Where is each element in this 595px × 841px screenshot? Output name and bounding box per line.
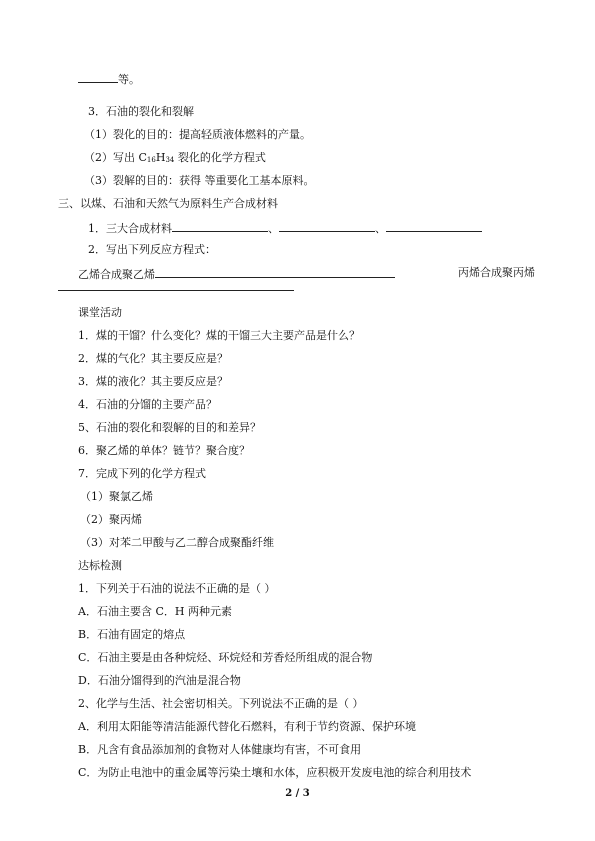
fill-blank	[155, 265, 395, 278]
page-number: 2 / 3	[285, 788, 310, 799]
exercise-2-option-c: C．为防止电池中的重金属等污染土壤和水体，应积极开发废电池的综合利用技术	[78, 766, 472, 779]
line-synthetic-materials: 1．三大合成材料 、 、	[88, 219, 595, 237]
question-7-2: （2）聚丙烯	[80, 513, 142, 526]
question-4: 4．石油的分馏的主要产品？	[78, 398, 217, 411]
fill-blank	[279, 219, 375, 232]
line-polyethylene: 乙烯合成聚乙烯	[78, 265, 595, 283]
line-cracking-equation: （2）写出 C16H34 裂化的化学方程式	[84, 151, 266, 164]
question-1: 1．煤的干馏？什么变化？煤的干馏三大主要产品是什么？	[78, 329, 360, 342]
exercise-1: 1．下列关于石油的说法不正确的是（ ）	[78, 582, 276, 595]
line-cracking-purpose: （1）裂化的目的：提高轻质液体燃料的产量。	[84, 128, 311, 141]
line-pyrolysis-purpose: （3）裂解的目的：获得 等重要化工基本原料。	[84, 174, 315, 187]
question-6: 6．聚乙烯的单体？链节？聚合度？	[78, 444, 250, 457]
question-3: 3．煤的液化？其主要反应是？	[78, 375, 228, 388]
exercise-1-option-a: A．石油主要含 C．H 两种元素	[78, 605, 232, 618]
question-7-3: （3）对苯二甲酸与乙二醇合成聚酯纤维	[80, 536, 274, 549]
question-5: 5、石油的裂化和裂解的目的和差异？	[78, 421, 261, 434]
exercise-1-option-d: D．石油分馏得到的汽油是混合物	[78, 674, 241, 687]
section-three-heading: 三、以煤、石油和天然气为原料生产合成材料	[58, 197, 278, 210]
line-write-equations: 2．写出下列反应方程式：	[88, 243, 216, 256]
line-1: 等。	[78, 70, 595, 88]
exercise-2-option-b: B．凡含有食品添加剂的食物对人体健康均有害，不可食用	[78, 743, 362, 756]
question-2: 2．煤的气化？其主要反应是？	[78, 352, 228, 365]
section-assessment: 达标检测	[78, 559, 122, 572]
fill-blank	[386, 219, 482, 232]
fill-blank	[58, 290, 294, 291]
fill-blank	[172, 219, 268, 232]
line-polypropylene: 丙烯合成聚丙烯	[458, 266, 535, 279]
exercise-1-option-c: C．石油主要是由各种烷烃、环烷烃和芳香烃所组成的混合物	[78, 651, 373, 664]
fill-blank	[78, 70, 118, 83]
exercise-1-option-b: B．石油有固定的熔点	[78, 628, 186, 641]
section-class-activity: 课堂活动	[78, 306, 122, 319]
exercise-2-option-a: A．利用太阳能等清洁能源代替化石燃料，有利于节约资源、保护环境	[78, 720, 416, 733]
question-7: 7．完成下列的化学方程式	[78, 467, 206, 480]
question-7-1: （1）聚氯乙烯	[80, 490, 153, 503]
section-3-heading: 3．石油的裂化和裂解	[88, 105, 194, 118]
exercise-2: 2、化学与生活、社会密切相关。下列说法不正确的是（ ）	[78, 697, 364, 710]
